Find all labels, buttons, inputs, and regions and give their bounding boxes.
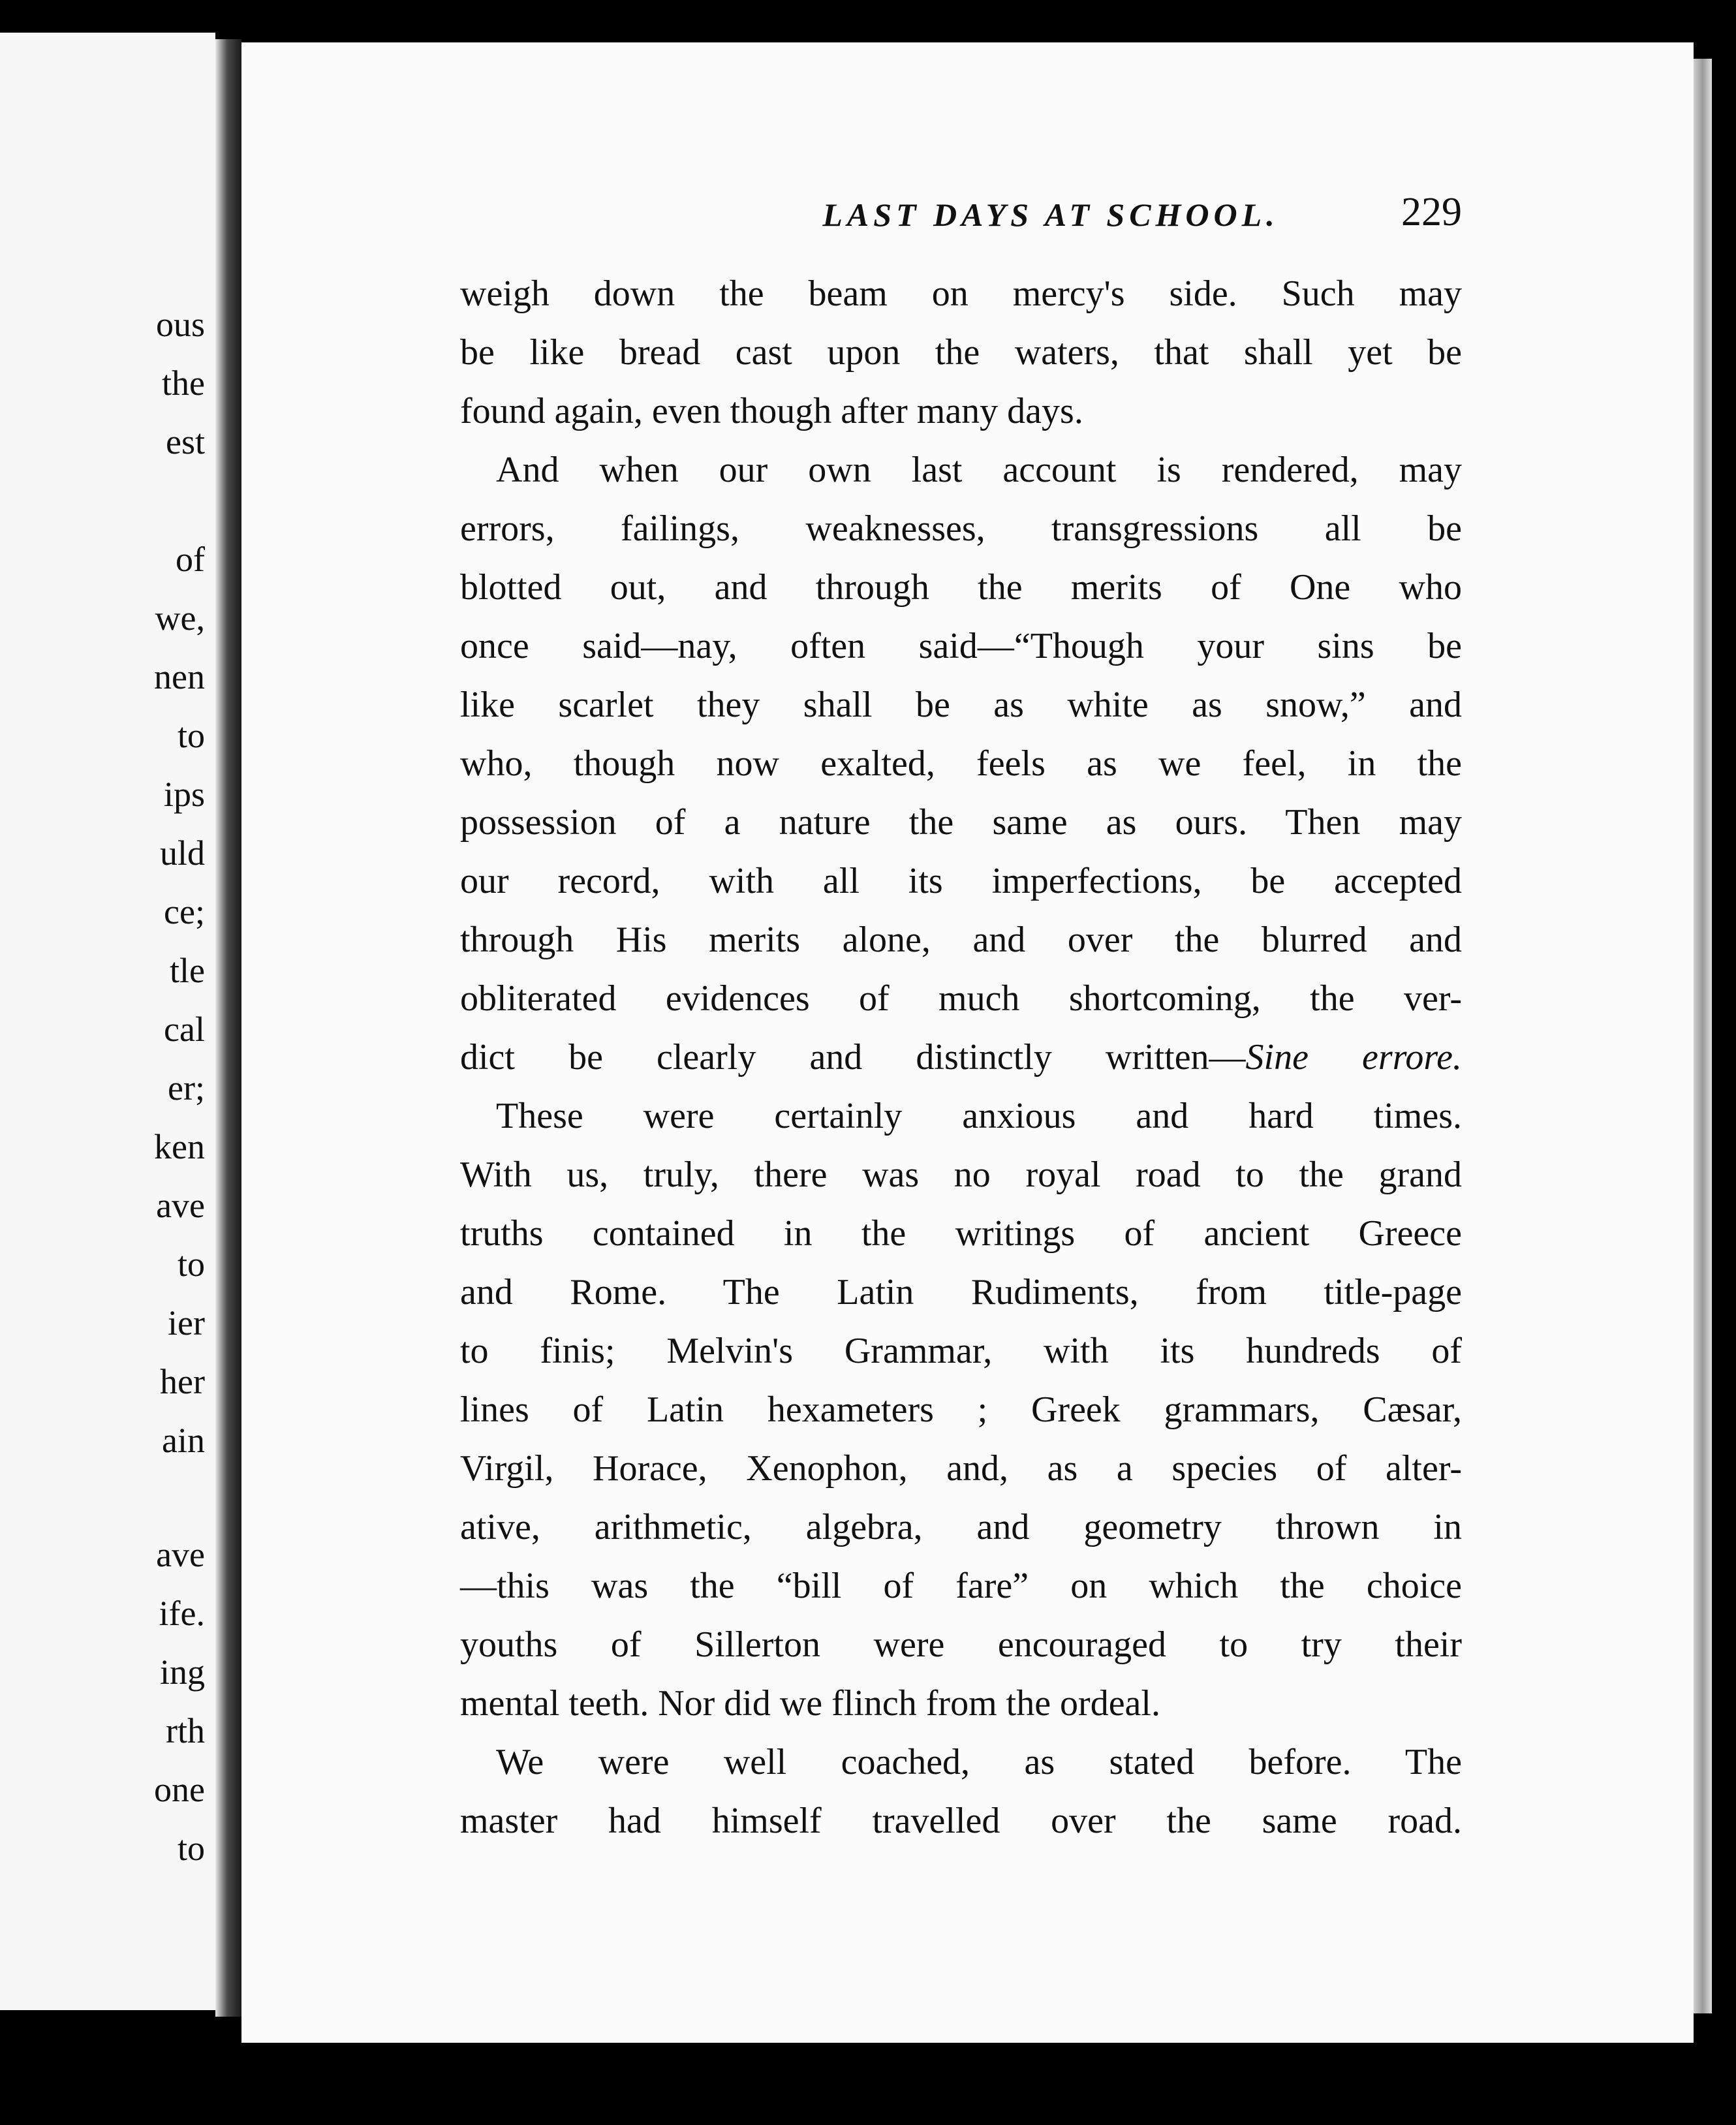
facing-page-fragment: uld <box>159 833 205 873</box>
facing-page-fragment: ce; <box>164 892 205 931</box>
facing-page-fragment: we, <box>155 598 205 638</box>
facing-page-fragment: ain <box>162 1421 205 1460</box>
text-line-content: through His merits alone, and over the blurred and <box>460 920 1462 960</box>
facing-page-fragment: to <box>177 1829 205 1868</box>
text-line <box>460 1792 1462 1850</box>
facing-page-fragment: ing <box>159 1652 205 1692</box>
book-page <box>241 42 1694 2043</box>
text-line-content: mental teeth. Nor did we flinch from the ordeal. <box>460 1683 1160 1724</box>
text-line <box>460 1087 1462 1145</box>
text-line-content: our record, with all its imperfections, be accepted <box>460 861 1462 901</box>
text-line <box>460 1204 1462 1263</box>
text-line-content: obliterated evidences of much shortcoming, the ver- <box>460 978 1462 1019</box>
facing-page-fragment: ife. <box>159 1594 205 1633</box>
text-line <box>460 264 1462 323</box>
text-line <box>460 969 1462 1028</box>
text-line-content: who, though now exalted, feels as we feel, in the <box>460 743 1462 784</box>
latin-phrase: Sine errore. <box>1245 1037 1462 1078</box>
facing-page-fragment: ier <box>168 1303 205 1342</box>
page-edge <box>1694 59 1712 2013</box>
text-line-content: master had himself travelled over the same road. <box>460 1801 1462 1841</box>
facing-page-fragment: ave <box>156 1186 205 1225</box>
facing-page-fragment: to <box>177 716 205 755</box>
facing-page-fragment: rth <box>166 1711 205 1750</box>
text-line-content: weigh down the beam on mercy's side. Such may <box>460 273 1462 314</box>
facing-page-fragment: ken <box>154 1127 205 1166</box>
text-line-content: —this was the “bill of fare” on which the choice <box>460 1566 1462 1606</box>
text-line <box>460 1674 1462 1733</box>
facing-page-fragment: to <box>177 1245 205 1284</box>
facing-page-fragment: her <box>160 1362 205 1401</box>
text-line-content: Virgil, Horace, Xenophon, and, as a species of alter- <box>460 1448 1462 1489</box>
text-line-content: lines of Latin hexameters ; Greek grammars, Cæsar, <box>460 1389 1462 1430</box>
text-line <box>460 558 1462 617</box>
facing-page-fragment: nen <box>154 657 205 696</box>
text-line-content: found again, even though after many days. <box>460 391 1083 431</box>
text-line <box>460 1615 1462 1674</box>
text-line-content: ative, arithmetic, algebra, and geometry thrown in <box>460 1507 1462 1547</box>
facing-page-fragment: tle <box>170 951 205 990</box>
text-line <box>460 675 1462 734</box>
text-line <box>460 323 1462 382</box>
text-line <box>460 1380 1462 1439</box>
text-line <box>460 1322 1462 1380</box>
facing-page-fragment: est <box>166 422 205 461</box>
text-line <box>460 617 1462 675</box>
text-line <box>460 1498 1462 1557</box>
text-line-content: be like bread cast upon the waters, that shall yet be <box>460 332 1462 373</box>
text-line <box>460 1733 1462 1792</box>
text-line <box>460 1557 1462 1615</box>
facing-page-fragment: cal <box>164 1010 205 1049</box>
text-line <box>460 734 1462 793</box>
text-line <box>460 499 1462 558</box>
page-number: 229 <box>1401 190 1462 234</box>
text-line-content: And when our own last account is rendered, may <box>496 450 1462 490</box>
text-line <box>460 852 1462 910</box>
text-line-content: blotted out, and through the merits of One who <box>460 567 1462 608</box>
body-text <box>460 264 1462 1850</box>
text-line-content: to finis; Melvin's Grammar, with its hundreds of <box>460 1331 1462 1371</box>
facing-page-fragment: er; <box>168 1068 205 1108</box>
text-line <box>460 1439 1462 1498</box>
text-line <box>460 793 1462 852</box>
text-line-content: With us, truly, there was no royal road to the grand <box>460 1155 1462 1195</box>
facing-page-fragment: of <box>176 540 205 579</box>
facing-page-fragment: ous <box>155 305 205 344</box>
facing-page-fragment: ave <box>156 1535 205 1574</box>
text-line <box>460 441 1462 499</box>
running-title: LAST DAYS AT SCHOOL. <box>822 196 1279 233</box>
facing-page-fragment: ips <box>163 775 205 814</box>
text-line <box>460 1028 1462 1087</box>
text-line-content: truths contained in the writings of ancient Greece <box>460 1213 1462 1254</box>
text-line-content: youths of Sillerton were encouraged to try their <box>460 1624 1462 1665</box>
text-line <box>460 910 1462 969</box>
text-line-content: dict be clearly and distinctly written— <box>460 1037 1246 1078</box>
text-line-content: once said—nay, often said—“Though your sins be <box>460 626 1462 666</box>
text-line <box>460 1145 1462 1204</box>
text-line <box>460 1263 1462 1322</box>
text-line <box>460 382 1462 441</box>
text-line-content: like scarlet they shall be as white as snow,” and <box>460 685 1462 725</box>
text-line-content: errors, failings, weaknesses, transgressions all be <box>460 508 1462 549</box>
text-line-content: possession of a nature the same as ours. Then may <box>460 802 1462 843</box>
text-line-content: We were well coached, as stated before. The <box>496 1742 1462 1782</box>
book-spine <box>215 39 241 2017</box>
facing-page <box>0 33 215 2010</box>
text-line-content: These were certainly anxious and hard times. <box>496 1096 1462 1136</box>
text-line-content: and Rome. The Latin Rudiments, from title-page <box>460 1272 1462 1312</box>
facing-page-fragment: the <box>162 364 205 403</box>
facing-page-fragment: one <box>154 1770 205 1809</box>
